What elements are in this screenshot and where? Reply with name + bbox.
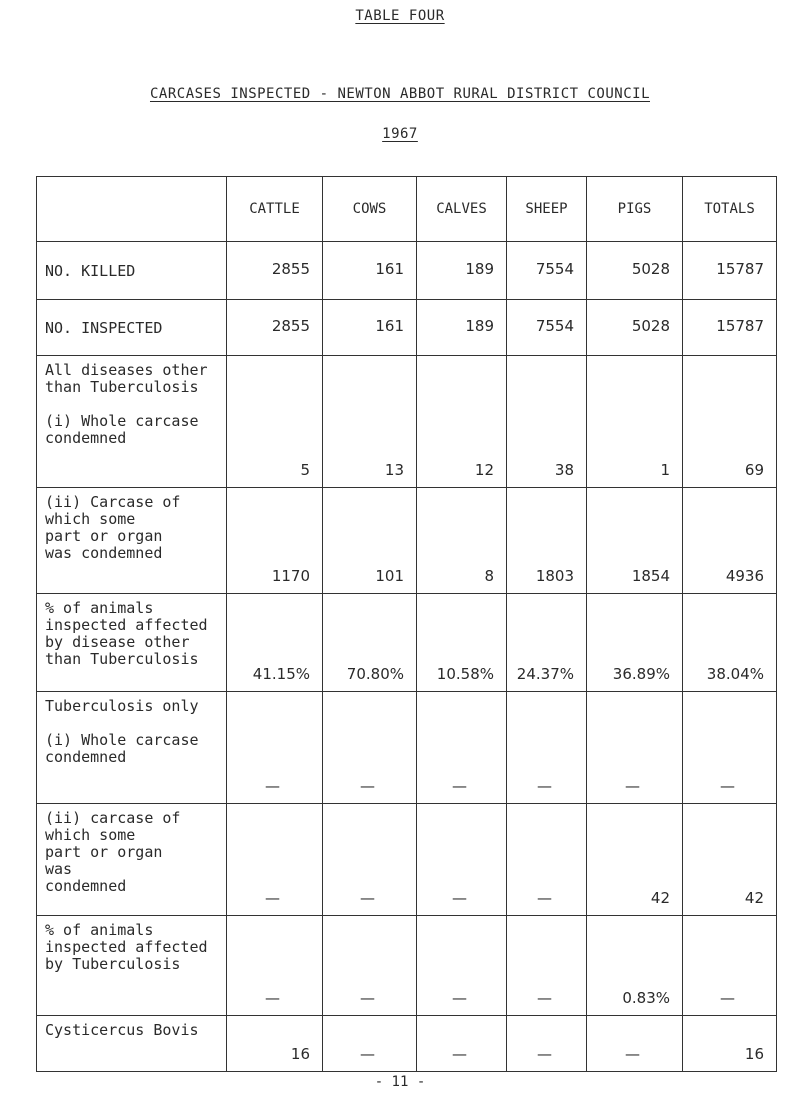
table-row [37, 242, 777, 300]
table-cell: 42 [587, 804, 683, 916]
column-header [37, 177, 227, 242]
column-header: TOTALS [683, 177, 777, 242]
table-cell: 42 [683, 804, 777, 916]
column-header: SHEEP [507, 177, 587, 242]
table-cell: — [417, 1016, 507, 1072]
row-label: NO. INSPECTED [37, 300, 227, 356]
table-cell: 101 [323, 488, 417, 594]
table-cell: — [507, 804, 587, 916]
table-cell: — [323, 1016, 417, 1072]
table-cell: — [507, 692, 587, 804]
table-row [37, 300, 777, 356]
table-cell: 16 [227, 1016, 323, 1072]
table-number: TABLE FOUR [355, 8, 445, 24]
table-cell: 8 [417, 488, 507, 594]
table-cell: — [417, 916, 507, 1016]
table-cell: 38 [507, 356, 587, 488]
table-cell: 38.04% [683, 594, 777, 692]
column-header: CALVES [417, 177, 507, 242]
table-cell: — [587, 692, 683, 804]
table-cell: 0.83% [587, 916, 683, 1016]
table-cell: — [507, 916, 587, 1016]
table-cell: — [323, 916, 417, 1016]
row-label: (ii) Carcase of which some part or organ was condemned [37, 488, 227, 594]
table-cell: 13 [323, 356, 417, 488]
row-label: All diseases other than Tuberculosis (i) Whole carcase condemned [37, 356, 227, 488]
table-cell: 189 [417, 300, 507, 356]
column-header: CATTLE [227, 177, 323, 242]
table-cell: 5 [227, 356, 323, 488]
row-label: % of animals inspected affected by disease other than Tuberculosis [37, 594, 227, 692]
table-row [37, 692, 777, 804]
page-title: CARCASES INSPECTED - NEWTON ABBOT RURAL DISTRICT COUNCIL [149, 86, 650, 102]
table-cell: 24.37% [507, 594, 587, 692]
table-cell: — [417, 692, 507, 804]
column-header: PIGS [587, 177, 683, 242]
table-row [37, 356, 777, 488]
table-cell: — [227, 692, 323, 804]
table-cell: 15787 [683, 300, 777, 356]
header-row [37, 177, 777, 242]
table-row [37, 804, 777, 916]
table-cell: 161 [323, 242, 417, 300]
table-row [37, 488, 777, 594]
row-label: Cysticercus Bovis [37, 1016, 227, 1072]
table-cell: — [323, 804, 417, 916]
table-cell: 1170 [227, 488, 323, 594]
table-cell: 70.80% [323, 594, 417, 692]
row-label: % of animals inspected affected by Tuberculosis [37, 916, 227, 1016]
table-cell: 41.15% [227, 594, 323, 692]
table-cell: 2855 [227, 242, 323, 300]
table-cell: 7554 [507, 300, 587, 356]
table-row [37, 916, 777, 1016]
table-cell: — [683, 692, 777, 804]
year: 1967 [382, 126, 418, 142]
table-cell: — [227, 804, 323, 916]
table-cell: 7554 [507, 242, 587, 300]
table-cell: 10.58% [417, 594, 507, 692]
table-cell: 2855 [227, 300, 323, 356]
table-cell: 69 [683, 356, 777, 488]
table-cell: 36.89% [587, 594, 683, 692]
table-cell: 1 [587, 356, 683, 488]
table-cell: 12 [417, 356, 507, 488]
table-cell: — [507, 1016, 587, 1072]
table-cell: 15787 [683, 242, 777, 300]
table-cell: 5028 [587, 300, 683, 356]
table-cell: — [323, 692, 417, 804]
table-cell: — [587, 1016, 683, 1072]
page-number: - 11 - [374, 1074, 426, 1090]
carcases-table [36, 176, 777, 1072]
row-label: NO. KILLED [37, 242, 227, 300]
table-row [37, 594, 777, 692]
row-label: (ii) carcase of which some part or organ was condemned [37, 804, 227, 916]
table-row [37, 1016, 777, 1072]
table-cell: — [417, 804, 507, 916]
table-cell: — [227, 916, 323, 1016]
table-cell: 1803 [507, 488, 587, 594]
table-cell: — [683, 916, 777, 1016]
table-cell: 161 [323, 300, 417, 356]
table-cell: 16 [683, 1016, 777, 1072]
table-cell: 4936 [683, 488, 777, 594]
table-cell: 5028 [587, 242, 683, 300]
row-label: Tuberculosis only (i) Whole carcase condemned [37, 692, 227, 804]
column-header: COWS [323, 177, 417, 242]
table-cell: 189 [417, 242, 507, 300]
table-cell: 1854 [587, 488, 683, 594]
